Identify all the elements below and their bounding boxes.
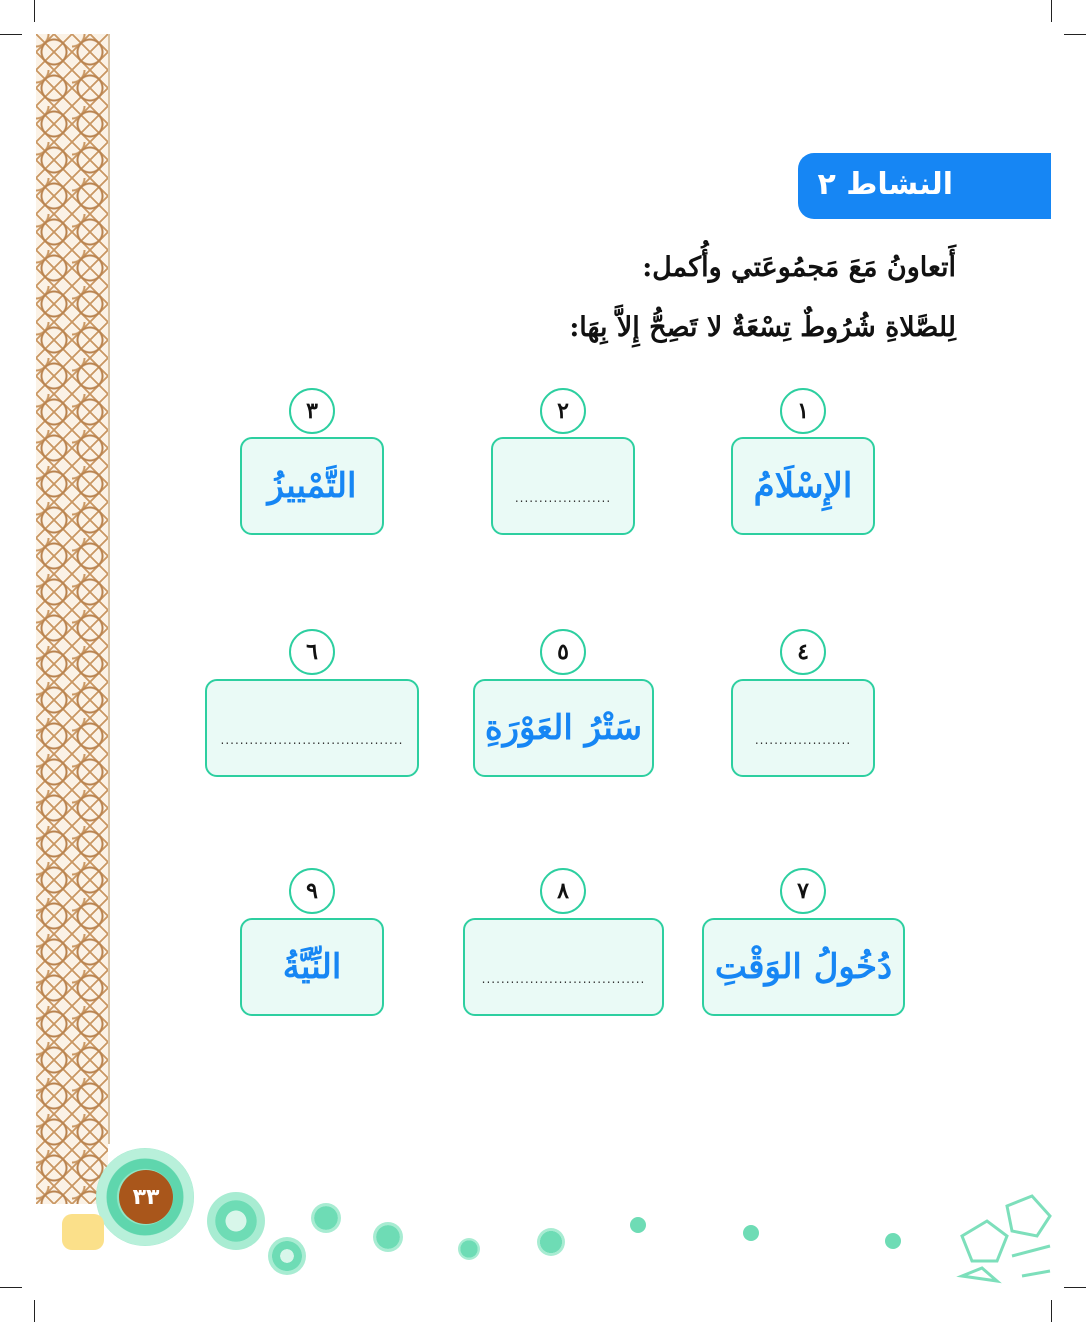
answer-text: الإِسْلَامُ [753,466,853,506]
item-number: ٢ [540,388,586,434]
crop-mark [0,34,22,35]
instruction-line-2: لِلصَّلاةِ شُرُوطٌ تِسْعَةٌ لا تَصِحُّ إِلاَّ بِهَا: [569,312,956,343]
item-number: ٧ [780,868,826,914]
answer-blank[interactable]: .................................. [481,972,646,986]
crop-mark [1064,1287,1086,1288]
decorative-flower-icon [373,1222,403,1252]
instruction-line-1: أَتعاونُ مَعَ مَجمُوعَتي وأُكمل: [642,252,956,283]
answer-blank-card[interactable] [463,918,664,1016]
page-number-badge: ٣٣ [119,1170,173,1224]
decorative-flower-icon [458,1238,480,1260]
crop-mark [0,1287,22,1288]
decorative-border-pattern [36,34,108,1204]
answer-blank-card[interactable] [205,679,419,777]
answer-text: التَّمْييزُ [267,466,357,506]
item-number: ٥ [540,629,586,675]
answer-card [731,437,875,535]
decorative-flower-icon [885,1233,901,1249]
activity-title: النشاط ٢ [817,167,953,202]
answer-card [702,918,905,1016]
answer-text: دُخُولُ الوَقْتِ [714,947,893,987]
activity-header [798,153,1051,219]
item-number: ٩ [289,868,335,914]
crop-mark [34,1300,35,1322]
answer-card [240,918,384,1016]
crop-mark [1051,1300,1052,1322]
answer-blank[interactable]: .................... [514,491,612,505]
item-number: ٨ [540,868,586,914]
logo-icon [62,1214,104,1250]
decorative-flower-icon [743,1225,759,1241]
decorative-flower-icon [630,1217,646,1233]
crop-mark [1051,0,1052,22]
answer-blank[interactable]: .................... [754,733,852,747]
item-number: ٦ [289,629,335,675]
answer-blank[interactable]: ...................................... [220,733,404,747]
geometric-corner-pattern [952,1176,1052,1286]
item-number: ١ [780,388,826,434]
decorative-flower-icon [311,1203,341,1233]
decorative-flower-icon [207,1192,265,1250]
answer-blank-card[interactable] [731,679,875,777]
answer-text: سَتْرُ العَوْرَةِ [484,708,643,748]
answer-blank-card[interactable] [491,437,635,535]
answer-text: النِّيَّةُ [282,947,342,987]
crop-mark [1064,34,1086,35]
answer-card [473,679,654,777]
item-number: ٣ [289,388,335,434]
border-divider [108,34,110,1144]
item-number: ٤ [780,629,826,675]
decorative-flower-icon [537,1228,565,1256]
decorative-flower-icon [268,1237,306,1275]
crop-mark [34,0,35,22]
answer-card [240,437,384,535]
